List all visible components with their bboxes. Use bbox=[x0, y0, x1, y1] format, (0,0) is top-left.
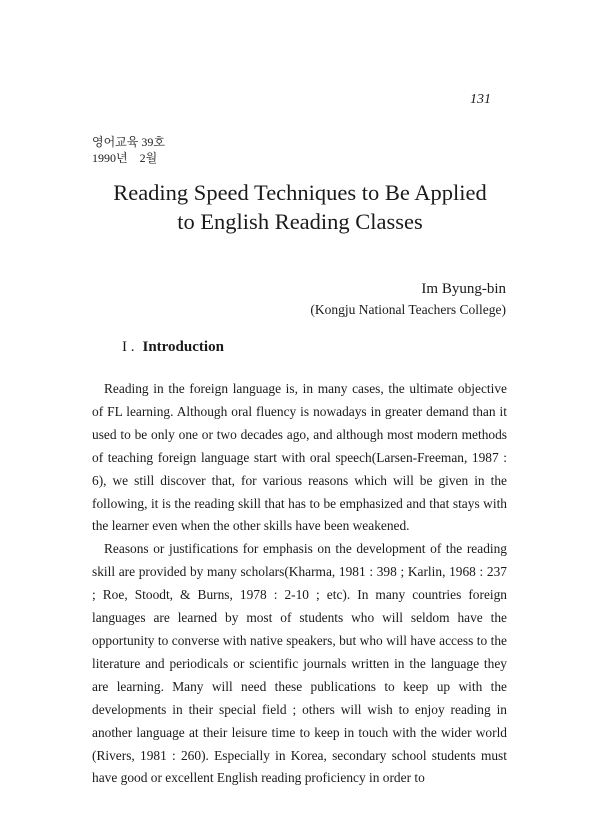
title-line-1: Reading Speed Techniques to Be Applied bbox=[113, 180, 487, 205]
body-text bbox=[92, 378, 507, 790]
section-heading bbox=[122, 337, 224, 357]
author-affiliation: (Kongju National Teachers College) bbox=[310, 302, 506, 317]
title-line-2: to English Reading Classes bbox=[177, 209, 423, 234]
journal-date: 1990년 2월 bbox=[92, 151, 158, 165]
section-number: I . bbox=[122, 339, 135, 355]
paper-title bbox=[60, 178, 540, 236]
author-name: Im Byung-bin bbox=[421, 281, 506, 297]
journal-info bbox=[92, 134, 165, 166]
section-title: Introduction bbox=[142, 339, 224, 355]
page-number: 131 bbox=[470, 92, 491, 107]
paragraph-2: Reasons or justifications for emphasis on the development of the reading skill are provided by many scholars(Kharma, 1981 : 398 ; Karlin, 1968 : 237 ; Roe, Stoodt, & Burns, 1978 : 2-10 ; etc). In many countries foreign languages are learned by most of students who will seldom have the opportunity to converse with native speakers, but who will have access to the literature and periodicals or scientific journals written in the language they are learning. Many will need these publications to keep up with the developments in their special field ; others will wish to enjoy reading in another language at their leisure time to keep in touch with the wider world (Rivers, 1981 : 260). Especially in Korea, secondary school students must have good or excellent English reading proficiency in order to bbox=[92, 541, 507, 786]
journal-name: 영어교육 39호 bbox=[92, 135, 165, 149]
paragraph-1: Reading in the foreign language is, in many cases, the ultimate objective of FL learning. Although oral fluency is nowadays in greater demand than it used to be only one or two decades ago, and although most modern methods of teaching foreign language start with oral speech(Larsen-Freeman, 1987 : 6), we still discover that, for various reasons which will be given in the following, it is the reading skill that has to be emphasized and that stays with the learner even when the other skills have been weakened. bbox=[92, 381, 507, 534]
